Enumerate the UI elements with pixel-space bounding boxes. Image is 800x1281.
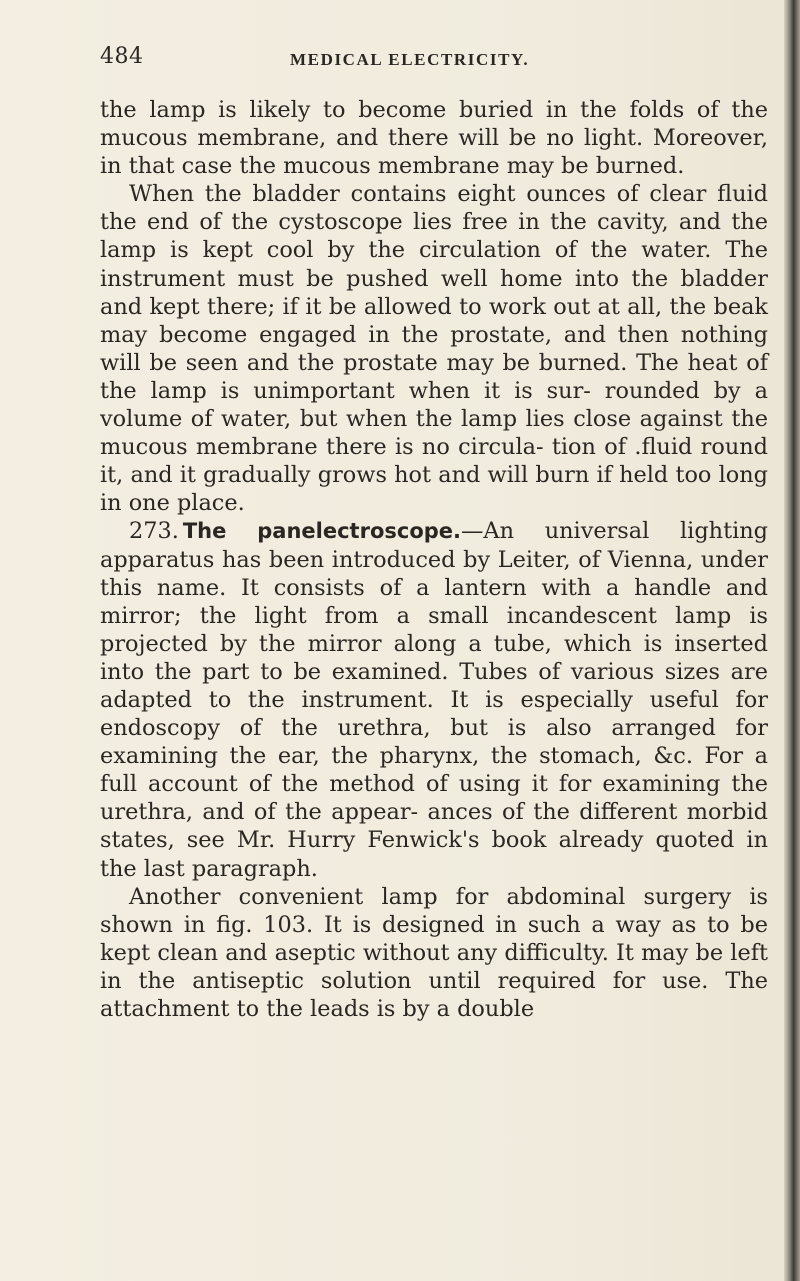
page-number: 484 bbox=[100, 44, 144, 69]
page-header bbox=[98, 44, 768, 78]
body-text bbox=[100, 96, 768, 1023]
paragraph-panelectroscope bbox=[100, 517, 768, 882]
section-title: The panelectroscope. bbox=[182, 519, 462, 544]
section-number: 273. bbox=[129, 518, 179, 545]
page-binding-edge bbox=[784, 0, 800, 1281]
section-text: —An universal lighting apparatus has been introduced by Leiter, of Vienna, under this name. It consists of a lantern with a handle and mirror; the light from a small incandescent lamp is projected by the mirror along a tube, which is inserted into the part to be examined. Tubes of various sizes are adapted to the instrument. It is especially useful for endoscopy of the urethra, but is also arranged for examining the ear, the pharynx, the stomach, &c. For a full account of the method of using it for examining the urethra, and of the appear- ances of the different morbid states, see Mr. Hurry Fenwick's book already quoted in the last paragraph. bbox=[100, 518, 768, 882]
paragraph-continuation: the lamp is likely to become buried in the folds of the mucous membrane, and there will be no light. Moreover, in that case the mucous membrane may be burned. bbox=[100, 97, 768, 180]
running-title: MEDICAL ELECTRICITY. bbox=[290, 50, 530, 69]
paragraph-bladder: When the bladder contains eight ounces of clear fluid the end of the cystoscope lies free in the cavity, and the lamp is kept cool by the circulation of the water. The instrument must be pushed well home into the bladder and kept there; if it be allowed to work out at all, the beak may become engaged in the prostate, and then nothing will be seen and the prostate may be burned. The heat of the lamp is unimportant when it is sur- rounded by a volume of water, but when the lamp lies close against the mucous membrane there is no circula- tion of .fluid round it, and it gradually grows hot and will burn if held too long in one place. bbox=[100, 181, 768, 517]
paragraph-abdominal-lamp: Another convenient lamp for abdominal surgery is shown in fig. 103. It is designed in such a way as to be kept clean and aseptic without any difficulty. It may be left in the antiseptic solution until required for use. The attachment to the leads is by a double bbox=[100, 883, 768, 1022]
